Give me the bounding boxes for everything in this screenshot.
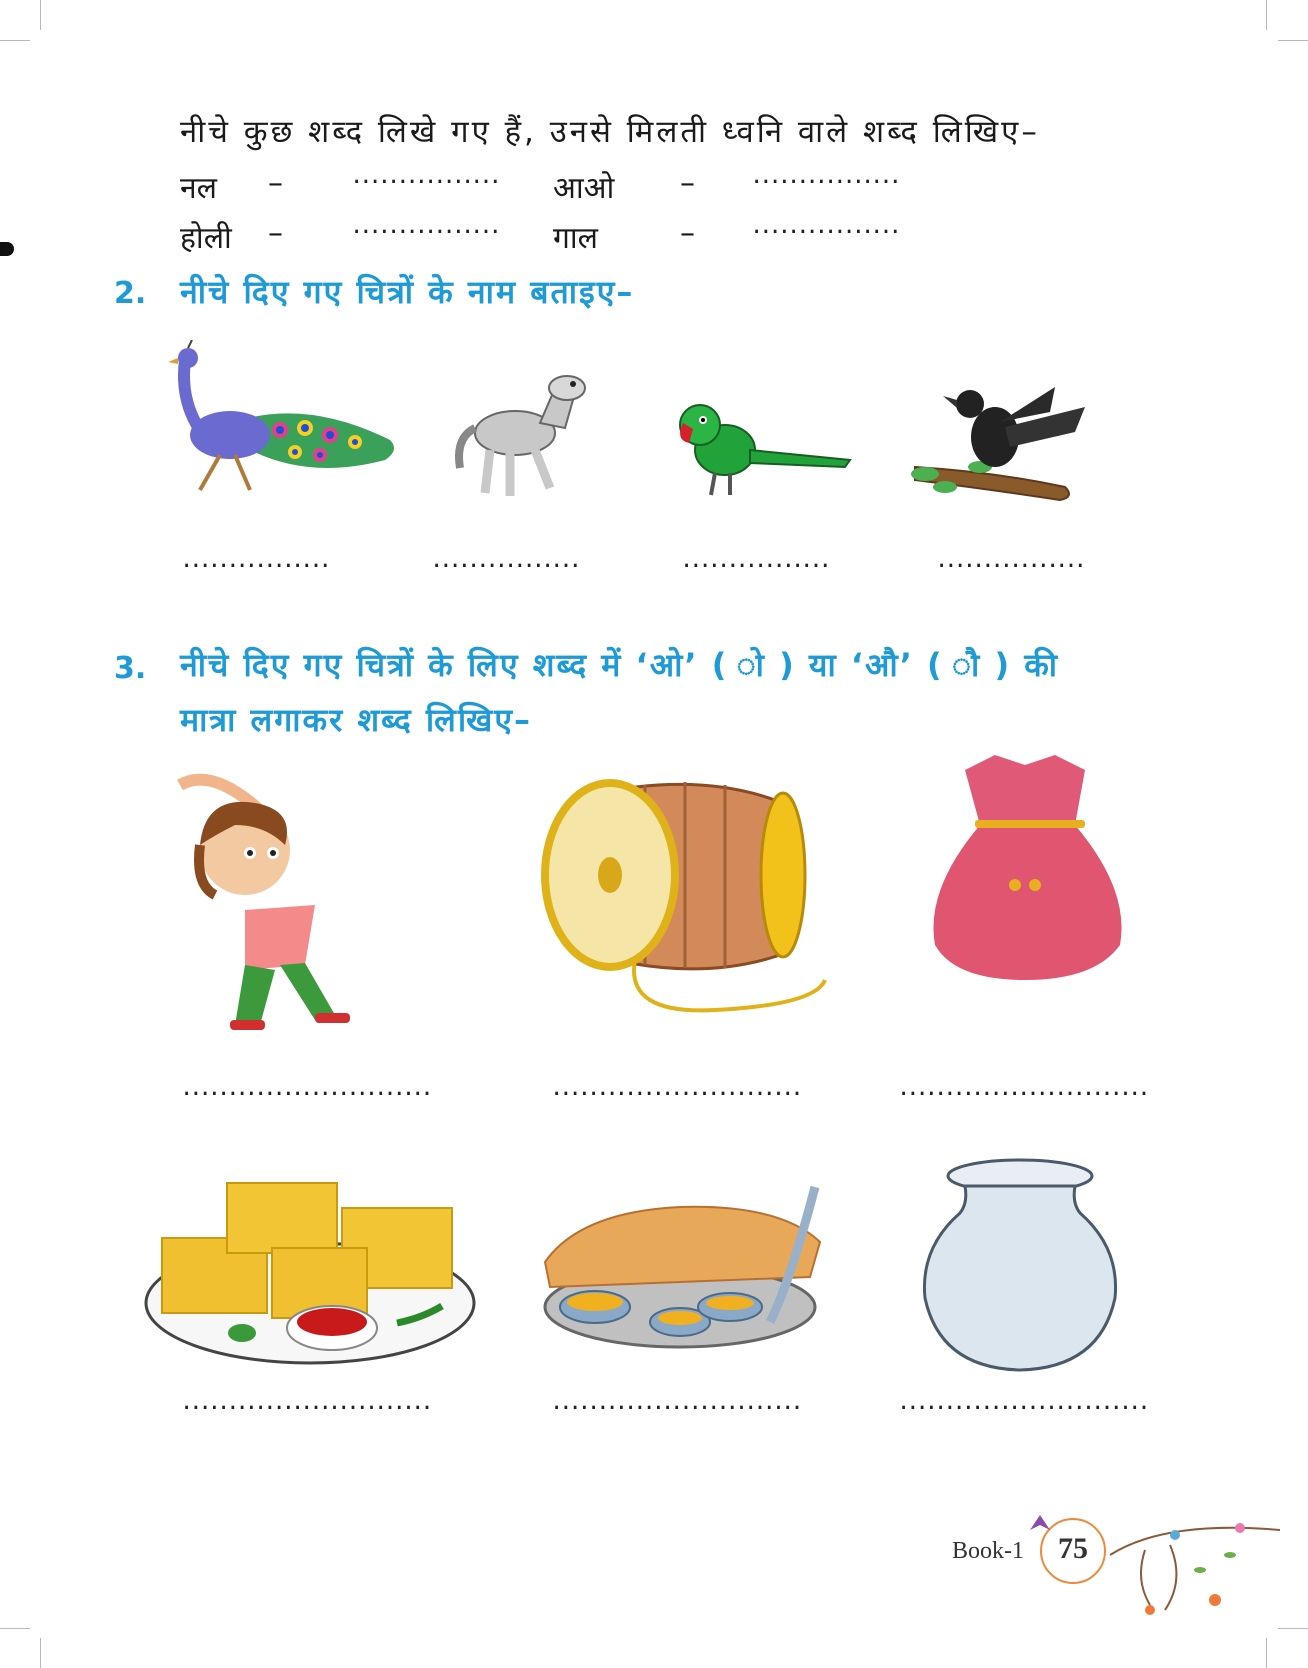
answer-blank[interactable]: ................ bbox=[180, 548, 328, 573]
crop-mark bbox=[40, 1638, 41, 1668]
pair-word: गाल bbox=[553, 221, 598, 256]
crop-mark bbox=[0, 40, 30, 41]
pair-dash: – bbox=[268, 166, 283, 201]
crop-mark bbox=[1278, 1628, 1308, 1629]
dholak-icon bbox=[535, 770, 830, 1020]
crop-mark bbox=[40, 0, 41, 30]
registration-dot bbox=[0, 242, 14, 256]
question-text: नीचे दिए गए चित्रों के नाम बताइए– bbox=[180, 273, 635, 311]
yoga-girl-icon bbox=[175, 765, 375, 1030]
answer-blank[interactable]: ........................... bbox=[180, 1076, 430, 1101]
pair-word: आओ bbox=[553, 171, 615, 206]
answer-blank[interactable]: ........................... bbox=[550, 1076, 800, 1101]
answer-blank[interactable]: ................ bbox=[750, 164, 898, 189]
answer-blank[interactable]: ........................... bbox=[897, 1076, 1147, 1101]
dosa-icon bbox=[540, 1182, 840, 1357]
question-number: 2. bbox=[114, 276, 147, 311]
crow-icon bbox=[905, 382, 1095, 517]
horse-icon bbox=[455, 358, 595, 508]
crop-mark bbox=[1266, 1638, 1267, 1668]
question-text-line1: नीचे दिए गए चित्रों के लिए शब्द में ‘ओ’ ( ो ) या ‘औ’ ( ौ ) की bbox=[180, 646, 1060, 684]
page-number: 75 bbox=[1058, 1532, 1088, 1565]
intro-instruction: नीचे कुछ शब्द लिखे गए हैं, उनसे मिलती ध्वनि वाले शब्द लिखिए– bbox=[180, 114, 1040, 150]
pair-dash: – bbox=[680, 166, 695, 201]
floral-vine-icon bbox=[1025, 1510, 1285, 1620]
answer-blank[interactable]: ................ bbox=[935, 548, 1083, 573]
peacock-icon bbox=[160, 340, 410, 510]
pair-dash: – bbox=[680, 216, 695, 251]
answer-blank[interactable]: ................ bbox=[350, 214, 498, 239]
book-label: Book-1 bbox=[952, 1538, 1024, 1564]
answer-blank[interactable]: ................ bbox=[430, 548, 578, 573]
crop-mark bbox=[1278, 40, 1308, 41]
crop-mark bbox=[0, 1628, 30, 1629]
answer-blank[interactable]: ................ bbox=[680, 548, 828, 573]
question-number: 3. bbox=[114, 651, 147, 686]
crop-mark bbox=[1266, 0, 1267, 30]
pot-icon bbox=[920, 1158, 1120, 1373]
pair-dash: – bbox=[268, 216, 283, 251]
pair-word: होली bbox=[180, 221, 232, 256]
answer-blank[interactable]: ................ bbox=[350, 164, 498, 189]
answer-blank[interactable]: ........................... bbox=[180, 1390, 430, 1415]
potli-bag-icon bbox=[925, 750, 1130, 990]
dhokla-icon bbox=[142, 1168, 477, 1368]
parrot-icon bbox=[675, 395, 855, 515]
answer-blank[interactable]: ........................... bbox=[897, 1390, 1147, 1415]
answer-blank[interactable]: ........................... bbox=[550, 1390, 800, 1415]
pair-word: नल bbox=[180, 171, 217, 206]
answer-blank[interactable]: ................ bbox=[750, 214, 898, 239]
question-text-line2: मात्रा लगाकर शब्द लिखिए– bbox=[180, 701, 533, 739]
